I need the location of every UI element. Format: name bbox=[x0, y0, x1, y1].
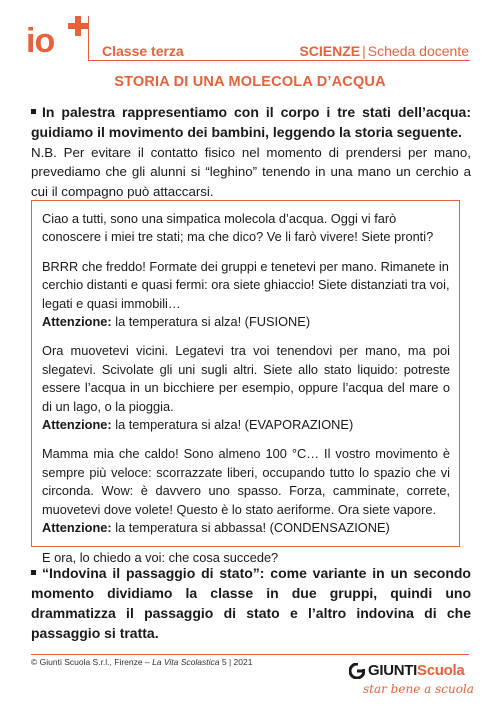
giunti-g-icon bbox=[349, 663, 365, 679]
intro-text: In palestra rappresentiamo con il corpo i tre stati dell’acqua: guidiamo il movimento dei bambini, leggendo la storia seguente. bbox=[31, 104, 471, 140]
logo-text: io bbox=[26, 22, 55, 60]
footer-rule bbox=[31, 654, 469, 655]
story-paragraph-text: Mamma mia che caldo! Sono almeno 100 °C… Il vostro movimento è sempre più veloce: scorrazzate liberi, occupando tutto lo spazio che vi circonda. Wow: è davvero uno spasso. Forza, camminate, correte, muovetevi dove volete! Questo è lo stato aeriforme. Ora siete vapore. bbox=[42, 446, 450, 517]
story-paragraph bbox=[42, 258, 450, 332]
bullet-icon bbox=[31, 109, 36, 114]
attention-text: la temperatura si alza! (EVAPORAZIONE) bbox=[111, 417, 354, 433]
subject-separator: | bbox=[362, 43, 366, 59]
bullet-icon bbox=[31, 570, 36, 575]
attention-text: la temperatura si alza! (FUSIONE) bbox=[111, 314, 311, 330]
story-box bbox=[31, 200, 460, 565]
header-divider bbox=[88, 16, 89, 60]
subject-name: SCIENZE bbox=[299, 43, 361, 59]
story-paragraph: E ora, lo chiedo a voi: che cosa succede? bbox=[42, 549, 279, 565]
io-logo bbox=[26, 18, 92, 62]
story-paragraph: Ciao a tutti, sono una simpatica molecola d’acqua. Oggi vi farò conoscere i miei tre stati; ma che dico? Ve li farò vivere! Siete pronti? bbox=[42, 211, 434, 245]
story-paragraph-text: BRRR che freddo! Formate dei gruppi e tenetevi per mano. Rimanete in cerchio distanti e quasi fermi: ora siete ghiaccio! Siete distanziati tra voi, legati e quasi immobili… bbox=[42, 258, 450, 311]
class-label: Classe terza bbox=[102, 43, 184, 59]
page-title: STORIA DI UNA MOLECOLA D’ACQUA bbox=[114, 74, 386, 90]
brand-name bbox=[368, 662, 464, 679]
intro-instruction bbox=[31, 102, 471, 142]
copyright-notice bbox=[31, 657, 252, 667]
attention-label: Attenzione: bbox=[42, 417, 112, 433]
header-rule bbox=[88, 60, 470, 61]
document-type: Scheda docente bbox=[367, 43, 469, 59]
copyright-publication: La Vita Scolastica bbox=[152, 657, 220, 667]
variant-instruction bbox=[31, 563, 471, 643]
attention-label: Attenzione: bbox=[42, 314, 112, 330]
brand-slogan: star bene a scuola bbox=[363, 682, 474, 696]
story-paragraph bbox=[42, 342, 450, 434]
subject-label bbox=[299, 43, 469, 59]
variant-text: “Indovina il passaggio di stato”: come variante in un secondo momento dividiamo la classe in due gruppi, quindi uno drammatizza il passaggio di stato e l’altro indovina di che passaggio si tratta. bbox=[31, 565, 471, 641]
brand-scuola: Scuola bbox=[417, 662, 465, 679]
plus-icon bbox=[68, 16, 88, 36]
copyright-suffix: 5 | 2021 bbox=[219, 657, 253, 667]
story-paragraph bbox=[42, 445, 450, 537]
page-header bbox=[0, 0, 500, 70]
copyright-prefix: © Giunti Scuola S.r.l., Firenze – bbox=[31, 657, 153, 667]
nb-note: N.B. Per evitare il contatto fisico nel momento di prendersi per mano, prevediamo che gli alunni si “leghino” tenendo in una mano un cerchio a cui il compagno può attaccarsi. bbox=[31, 145, 471, 199]
story-paragraph-text: Ora muovetevi vicini. Legatevi tra voi tenendovi per mano, ma poi slegatevi. Scivolate gli uni sugli altri. Siete allo stato liquido: potreste essere l’acqua in un bicchiere per esempio, oppure l’acqua del mare o di un lago, o la pioggia. bbox=[42, 343, 450, 414]
attention-text: la temperatura si abbassa! (CONDENSAZIONE) bbox=[111, 520, 390, 536]
brand-giunti: GIUNTI bbox=[368, 662, 418, 679]
story-text bbox=[42, 210, 450, 578]
attention-label: Attenzione: bbox=[42, 520, 112, 536]
giunti-scuola-logo bbox=[349, 662, 474, 702]
